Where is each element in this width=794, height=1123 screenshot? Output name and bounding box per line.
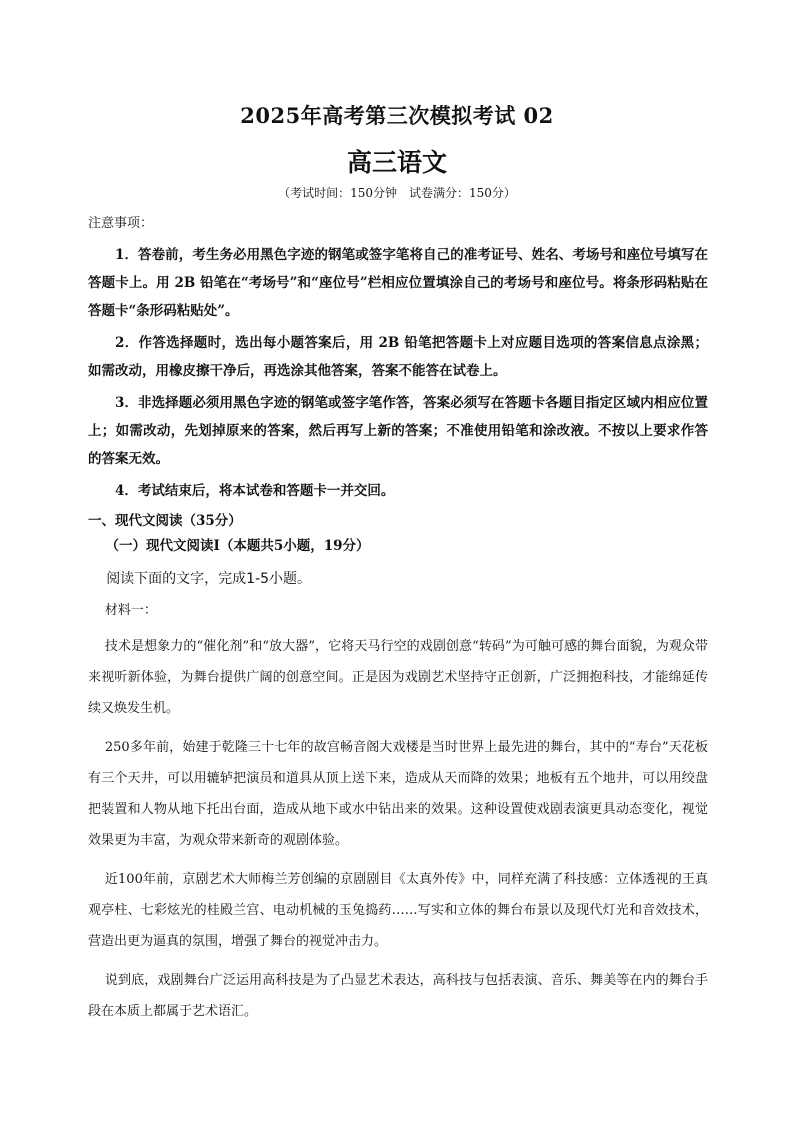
exam-subject: 高三语文 (346, 148, 447, 177)
exam-time-info: （考试时间：150分钟 试卷满分：150分） (278, 186, 516, 200)
notice-item-4: 4．考试结束后，将本试卷和答题卡一并交回。 (115, 483, 395, 499)
material-paragraph-3: 近100年前，京剧艺术大师梅兰芳创编的京剧剧目《太真外传》中，同样充满了科技感：立体透视的王真观亭柱、七彩炫光的桂殿兰宫、电动机械的玉兔捣药……写实和立体的舞台布景以及现代灯光和音效技术，营造出更为逼真的氛围，增强了舞台的视觉冲击力。 (88, 872, 708, 949)
notice-item-2: 2．作答选择题时，选出每小题答案后，用 2B 铅笔把答题卡上对应题目选项的答案信息点涂黑；如需改动，用橡皮擦干净后，再选涂其他答案，答案不能答在试卷上。 (88, 335, 708, 379)
section-heading: 一、现代文阅读（35分） (88, 513, 242, 529)
exam-title: 2025年高考第三次模拟考试 02 (240, 103, 554, 128)
exam-body (88, 211, 708, 1035)
notice-item-3: 3．非选择题必须用黑色字迹的钢笔或签字笔作答，答案必须写在答题卡各题目指定区域内相应位置上；如需改动，先划掉原来的答案，然后再写上新的答案；不准使用铅笔和涂改液。不按以上要求作答的答案无效。 (88, 395, 708, 467)
subsection-heading: （一）现代文阅读Ⅰ（本题共5小题，19分） (105, 538, 370, 554)
notice-item-1: 1．答卷前，考生务必用黑色字迹的钢笔或签字笔将自己的准考证号、姓名、考场号和座位号填写在答题卡上。用 2B 铅笔在“考场号”和“座位号”栏相应位置填涂自己的考场号和座位号。将条形码粘贴在答题卡“条形码粘贴处”。 (88, 247, 708, 319)
material-paragraph-1: 技术是想象力的“催化剂”和“放大器”，它将天马行空的戏剧创意“转码”为可触可感的舞台面貌，为观众带来视听新体验，为舞台提供广阔的创意空间。正是因为戏剧艺术坚持守正创新，广泛拥抱科技，才能绵延传续又焕发生机。 (88, 639, 708, 716)
material-paragraph-2: 250多年前，始建于乾隆三十七年的故宫畅音阁大戏楼是当时世界上最先进的舞台，其中的“寿台”天花板有三个天井，可以用辘轳把演员和道具从顶上送下来，造成从天而降的效果；地板有五个地井，可以用绞盘把装置和人物从地下托出台面，造成从地下或水中钻出来的效果。这种设置使戏剧表演更具动态变化，视觉效果更为丰富，为观众带来新奇的观剧体验。 (88, 740, 708, 848)
notice-heading: 注意事项： (88, 216, 154, 231)
reading-instruction: 阅读下面的文字，完成1-5小题。 (106, 571, 312, 587)
material-label: 材料一： (104, 603, 157, 618)
material-paragraph-4: 说到底，戏剧舞台广泛运用高科技是为了凸显艺术表达，高科技与包括表演、音乐、舞美等在内的舞台手段在本质上都属于艺术语汇。 (88, 973, 708, 1019)
